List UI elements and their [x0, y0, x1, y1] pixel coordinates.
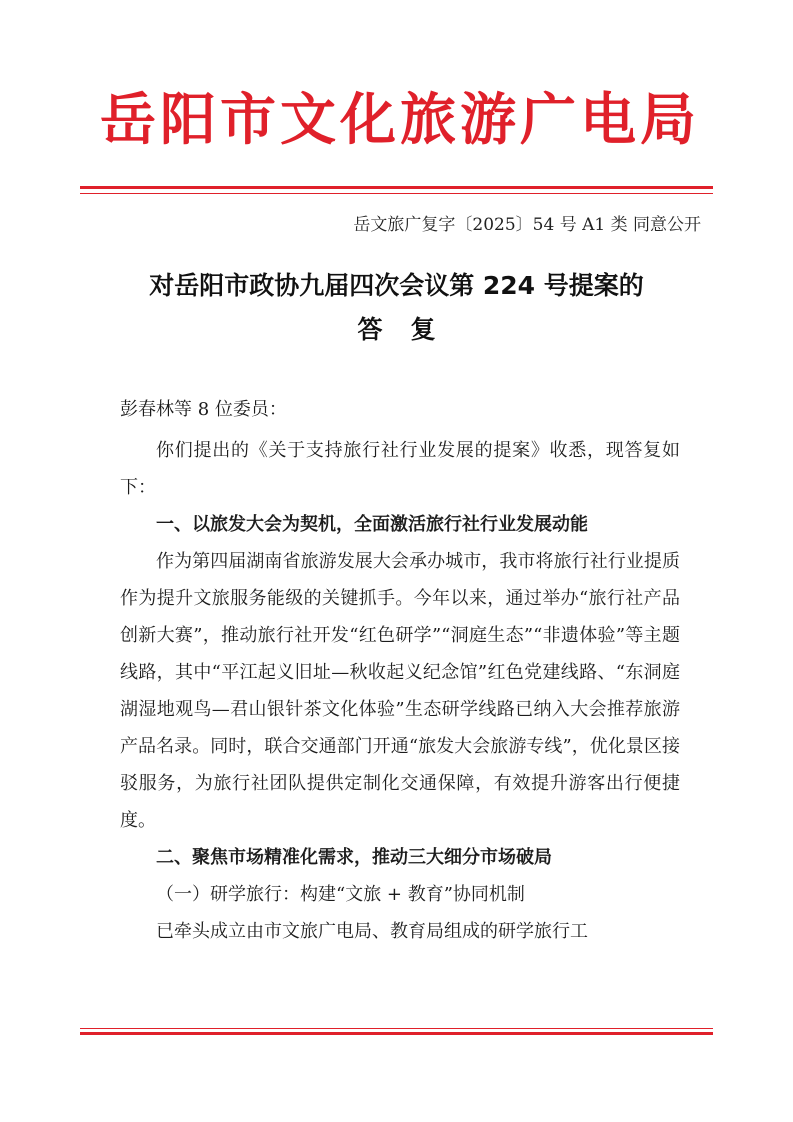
footer-rule-thick [80, 1032, 713, 1035]
document-title-line2: 答复 [357, 315, 464, 344]
salutation: 彭春林等 8 位委员： [120, 399, 287, 420]
document-number: 岳文旅广复字〔2025〕54 号 A1 类 同意公开 [353, 215, 701, 235]
section1-paragraph: 作为第四届湖南省旅游发展大会承办城市，我市将旅行社行业提质作为提升文旅服务能级的关键抓手。今年以来，通过举办“旅行社产品创新大赛”，推动旅行社开发“红色研学”“洞庭生态”“非遗体验”等主题线路，其中“平江起义旧址—秋收起义纪念馆”红色党建线路、“东洞庭湖湿地观鸟—君山银针茶文化体验”生态研学线路已纳入大会推荐旅游产品名录。同时，联合交通部门开通“旅发大会旅游专线”，优化景区接驳服务，为旅行社团队提供定制化交通保障，有效提升游客出行便捷度。 [120, 551, 680, 831]
section2-heading: 二、聚焦市场精准化需求，推动三大细分市场破局 [156, 847, 552, 868]
body-text [120, 432, 680, 950]
section2-subheading: （一）研学旅行：构建“文旅 + 教育”协同机制 [156, 884, 525, 905]
footer-rule-thin [80, 1028, 713, 1029]
document-title-line1: 对岳阳市政协九届四次会议第 224 号提案的 [149, 271, 644, 300]
section1-heading: 一、以旅发大会为契机，全面激活旅行社行业发展动能 [156, 514, 588, 535]
org-masthead: 岳阳市文化旅游广电局 [100, 87, 700, 153]
header-rule-thick [80, 186, 713, 189]
header-rule-thin [80, 193, 713, 194]
intro-paragraph: 你们提出的《关于支持旅行社行业发展的提案》收悉，现答复如下： [120, 440, 680, 498]
section2-paragraph: 已牵头成立由市文旅广电局、教育局组成的研学旅行工 [156, 921, 588, 942]
